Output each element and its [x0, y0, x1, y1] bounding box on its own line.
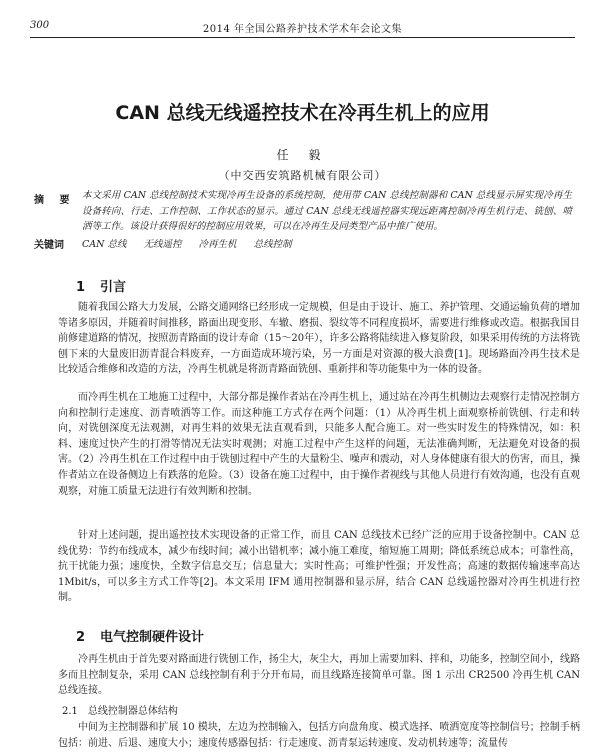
subsection-title: 总线控制器总体结构 — [87, 706, 178, 717]
abstract-text: 本文采用 CAN 总线控制技术实现冷再生设备的系统控制，使用带 CAN 总线控制器和 CAN 总线显示屏实现冷再生设备转向、行走、工作控制、工作状态的显示。通过 CAN 总线无线遥控器实现远距离控制冷再生机行走、铣刨、喷洒等工作。该设计获得很好的控制应用效果，可以在冷再生及同类型产品中推广使用。 — [82, 190, 572, 232]
subsection-number: 2.1 — [62, 706, 78, 717]
keywords-label: 关键词 — [34, 240, 64, 251]
page-number: 300 — [30, 20, 50, 31]
journal-title: 2014 年全国公路养护技术学术年会论文集 — [202, 24, 403, 35]
body-paragraph: 冷再生机由于首先要对路面进行铣刨工作，扬尘大，灰尘大，再加上需要加料、拌和，功能多，控制空间小，线路多而且控制复杂，采用 CAN 总线控制有利于分开布局，而且线路连接简单可靠。图 1 示出 CR2500 冷再生机 CAN 总线连接。 — [58, 654, 580, 697]
paper-title: CAN 总线无线遥控技术在冷再生机上的应用 — [115, 102, 490, 124]
keywords — [82, 236, 306, 250]
section-title: 电气控制硬件设计 — [100, 630, 205, 645]
author-name: 任 毅 — [276, 148, 329, 162]
header-rule — [30, 37, 575, 38]
body-paragraph: 随着我国公路大力发展，公路交通网络已经形成一定规模，但是由于设计、施工、养护管理、交通运输负荷的增加等诸多原因，并随着时间推移，路面出现变形、车辙、磨损、裂纹等不同程度损坏，需要进行维修或改造。根据我国目前修建道路的情况，按照沥青路面的设计寿命（15～20年），许多公路将陆续进入修复阶段，如果采用传统的方法将铣刨下来的大量废旧沥青混合料废弃，一方面造成环境污染，另一方面是对资源的极大浪费[1]。现场路面冷再生技术是比较适合维修和改造的方法，冷再生机就是将沥青路面铣刨、重新拌和等功能集中为一体的设备。 — [58, 302, 580, 376]
body-paragraph: 针对上述问题，提出遥控技术实现设备的正常工作，而且 CAN 总线技术已经广泛的应用于设备控制中。CAN 总线优势：节约布线成本，减少布线时间；减小出错机率；减小施工难度，缩短施工周期；降低系统总成本；可靠性高，抗干扰能力强；速度快，全数字信息交互；信息量大；实时性高；可维护性强；开发性高；高速的数据传输速率高达 1Mbit/s，可以多主方式工作等[2]。本文采用 IFM 通用控制器和显示屏，结合 CAN 总线遥控器对冷再生机进行控制。 — [58, 530, 580, 604]
keyword: 冷再生机 — [198, 239, 237, 250]
section-number: 1 — [76, 280, 86, 295]
body-paragraph: 中间为主控制器和扩展 10 模块，左边为控制输入，包括方向盘角度、模式选择、喷洒宽度等控制信号；控制手柄包括：前进、后退、速度大小；速度传感器包括：行走速度、沥青泵运转速度、发动机转速等；流量传 — [58, 722, 580, 749]
section-heading-intro — [76, 276, 126, 295]
abstract-label: 摘 要 — [34, 195, 76, 206]
affiliation: （中交西安筑路机械有限公司） — [218, 169, 387, 182]
running-header — [30, 18, 575, 36]
subsection-heading — [62, 702, 178, 717]
section-heading-hardware — [76, 626, 204, 645]
body-paragraph: 而冷再生机在工地施工过程中，大部分都是操作者站在冷再生机上，通过站在冷再生机侧边去观察行走情况控制方向和控制行走速度、沥青喷洒等工作。而这种施工方式存在两个问题：（1）从冷再生机上面观察桥前铣刨、行走和转向，对铣刨深度无法观测，对再生料的效果无法直观看到，只能多人配合施工。对一些实时发生的特殊情况，如：积料、速度过快产生的打滑等情况无法实时观测；对施工过程中产生这样的问题，无法准确判断，无法避免对设备的损害。（2）冷再生机在工作过程中由于铣刨过程中产生的大量粉尘、噪声和震动，对人身体健康有很大的伤害，而且，操作者站立在设备侧边上有跌落的危险。（3）设备在施工过程中，由于操作者视线与其他人员进行有效沟通，也没有直观观察，对施工质量无法进行有效判断和控制。 — [58, 392, 580, 497]
keyword: 无线遥控 — [143, 239, 182, 250]
section-title: 引言 — [100, 280, 127, 295]
keyword: 总线控制 — [253, 239, 292, 250]
section-number: 2 — [76, 630, 86, 645]
keyword: CAN 总线 — [82, 239, 127, 250]
